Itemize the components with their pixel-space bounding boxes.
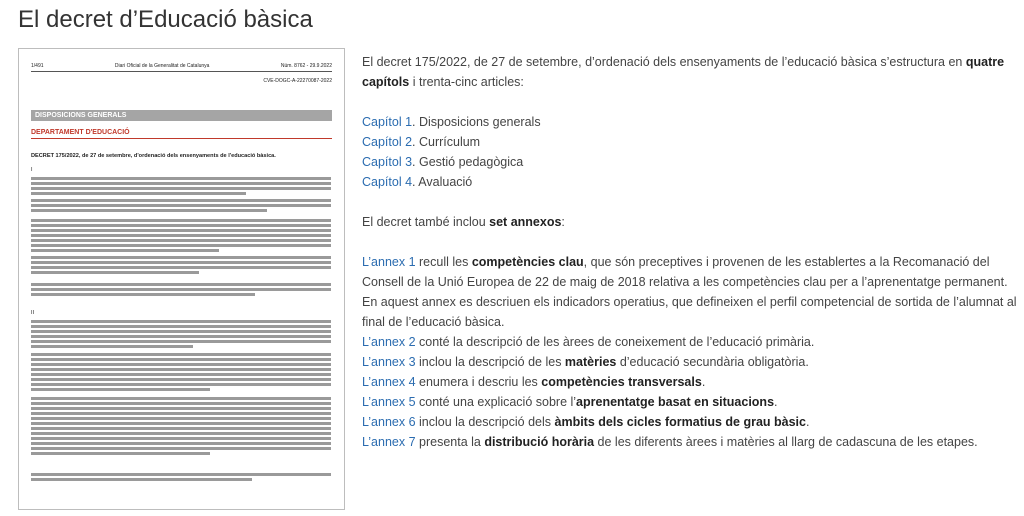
document-text-line (31, 335, 331, 338)
list-item: L’annex 3 inclou la descripció de les matèries d’educació secundària obligatòria. (362, 355, 809, 369)
annex-4-link[interactable]: L’annex 4 (362, 375, 416, 389)
list-item: Capítol 4. Avaluació (362, 175, 473, 189)
document-text-line (31, 283, 331, 286)
document-text-line (31, 330, 331, 333)
document-text-line (31, 244, 331, 247)
document-text-line (31, 199, 331, 202)
list-item: L’annex 6 inclou la descripció dels àmbits dels cicles formatius de grau bàsic. (362, 415, 810, 429)
document-text-line (31, 271, 199, 274)
annex-3-link[interactable]: L’annex 3 (362, 355, 416, 369)
document-text-line (31, 427, 331, 430)
document-text-line (31, 288, 331, 291)
document-text-line (31, 239, 331, 242)
list-item: Capítol 2. Currículum (362, 135, 481, 149)
document-journal: Diari Oficial de la Generalitat de Catalunya (114, 63, 210, 69)
document-text-line (31, 412, 331, 415)
document-section: DISPOSICIONS GENERALS (31, 110, 332, 121)
document-text-line (31, 373, 331, 376)
document-text-line (31, 204, 331, 207)
document-text-line (31, 182, 331, 185)
document-text-line (31, 234, 331, 237)
document-text-line (31, 378, 331, 381)
document-text-line (31, 187, 331, 190)
list-item: L’annex 2 conté la descripció de les àrees de coneixement de l’educació primària. (362, 335, 815, 349)
decree-document-thumbnail[interactable] (18, 48, 345, 510)
list-item: Capítol 1. Disposicions generals (362, 115, 541, 129)
list-item: L’annex 5 conté una explicació sobre l’aprenentatge basat en situacions. (362, 395, 778, 409)
annex-intro: El decret també inclou set annexos: (362, 215, 565, 229)
document-text-line (31, 383, 331, 386)
document-text-line (31, 224, 331, 227)
annex-1-continuation: final de l’educació bàsica. (362, 315, 505, 329)
document-text-line (31, 422, 331, 425)
intro-bold: quatre capítols (362, 55, 1005, 89)
document-text-line (31, 447, 331, 450)
chapter-3-link[interactable]: Capítol 3 (362, 155, 413, 169)
document-text-line (31, 442, 331, 445)
document-text-line (31, 473, 331, 476)
annex-6-link[interactable]: L’annex 6 (362, 415, 416, 429)
annex-2-link[interactable]: L’annex 2 (362, 335, 416, 349)
list-item: L’annex 7 presenta la distribució horària de les diferents àrees i matèries al llarg de cadascuna de les etapes. (362, 435, 978, 449)
document-roman-1: I (31, 167, 33, 173)
document-text-line (31, 229, 331, 232)
document-text-line (31, 249, 219, 252)
document-text-line (31, 432, 331, 435)
document-roman-2: II (31, 310, 35, 316)
document-text-line (31, 340, 331, 343)
annex-1-continuation: Consell de la Unió Europea de 22 de maig de 2018 relativa a les competències clau per a l’aprenentatge permanent. (362, 275, 1008, 289)
document-text-line (31, 407, 331, 410)
document-text-line (31, 261, 331, 264)
document-text-line (31, 320, 331, 323)
document-header (31, 63, 332, 72)
list-item: L’annex 1 recull les competències clau, que són preceptives i provenen de les establertes a la Recomanació del (362, 255, 990, 269)
document-text-line (31, 177, 331, 180)
document-text-line (31, 397, 331, 400)
document-text-line (31, 417, 331, 420)
document-text-line (31, 345, 193, 348)
document-text-line (31, 452, 210, 455)
document-text-line (31, 437, 331, 440)
document-text-line (31, 266, 331, 269)
document-text-line (31, 209, 267, 212)
chapter-list (362, 112, 1012, 192)
document-text-line (31, 353, 331, 356)
annex-5-link[interactable]: L’annex 5 (362, 395, 416, 409)
document-decree-title: DECRET 175/2022, de 27 de setembre, d'ordenació dels ensenyaments de l'educació bàsica. (31, 153, 276, 159)
annex-list (362, 252, 1017, 452)
document-page-number: 1/491 (31, 63, 44, 69)
document-text-line (31, 358, 331, 361)
document-text-line (31, 192, 246, 195)
document-text-line (31, 256, 331, 259)
chapter-2-link[interactable]: Capítol 2 (362, 135, 413, 149)
annex-7-link[interactable]: L’annex 7 (362, 435, 416, 449)
document-text-line (31, 363, 331, 366)
document-text-line (31, 368, 331, 371)
list-item: Capítol 3. Gestió pedagògica (362, 155, 524, 169)
intro-paragraph: El decret 175/2022, de 27 de setembre, d’ordenació dels ensenyaments de l’educació bàsica s’estructura en quatre capítols i trenta-cinc articles: (362, 55, 1005, 89)
document-text-line (31, 478, 252, 481)
document-text-line (31, 325, 331, 328)
decree-description (362, 52, 1017, 452)
list-item: L’annex 4 enumera i descriu les competències transversals. (362, 375, 706, 389)
document-text-line (31, 402, 331, 405)
document-issue: Núm. 8762 - 29.9.2022 (280, 63, 332, 69)
chapter-4-link[interactable]: Capítol 4 (362, 175, 413, 189)
document-text-line (31, 388, 210, 391)
chapter-1-link[interactable]: Capítol 1 (362, 115, 413, 129)
document-department: DEPARTAMENT D'EDUCACIÓ (31, 129, 332, 139)
document-text-line (31, 219, 331, 222)
document-cve: CVE-DOGC-A-22270087-2022 (263, 78, 332, 84)
annex-1-continuation: En aquest annex es descriuen els indicadors operatius, que defineixen el perfil competencial de sortida de l’alumnat al (362, 295, 1017, 309)
page-title: El decret d’Educació bàsica (18, 6, 313, 33)
document-text-line (31, 293, 255, 296)
annex-1-link[interactable]: L’annex 1 (362, 255, 416, 269)
